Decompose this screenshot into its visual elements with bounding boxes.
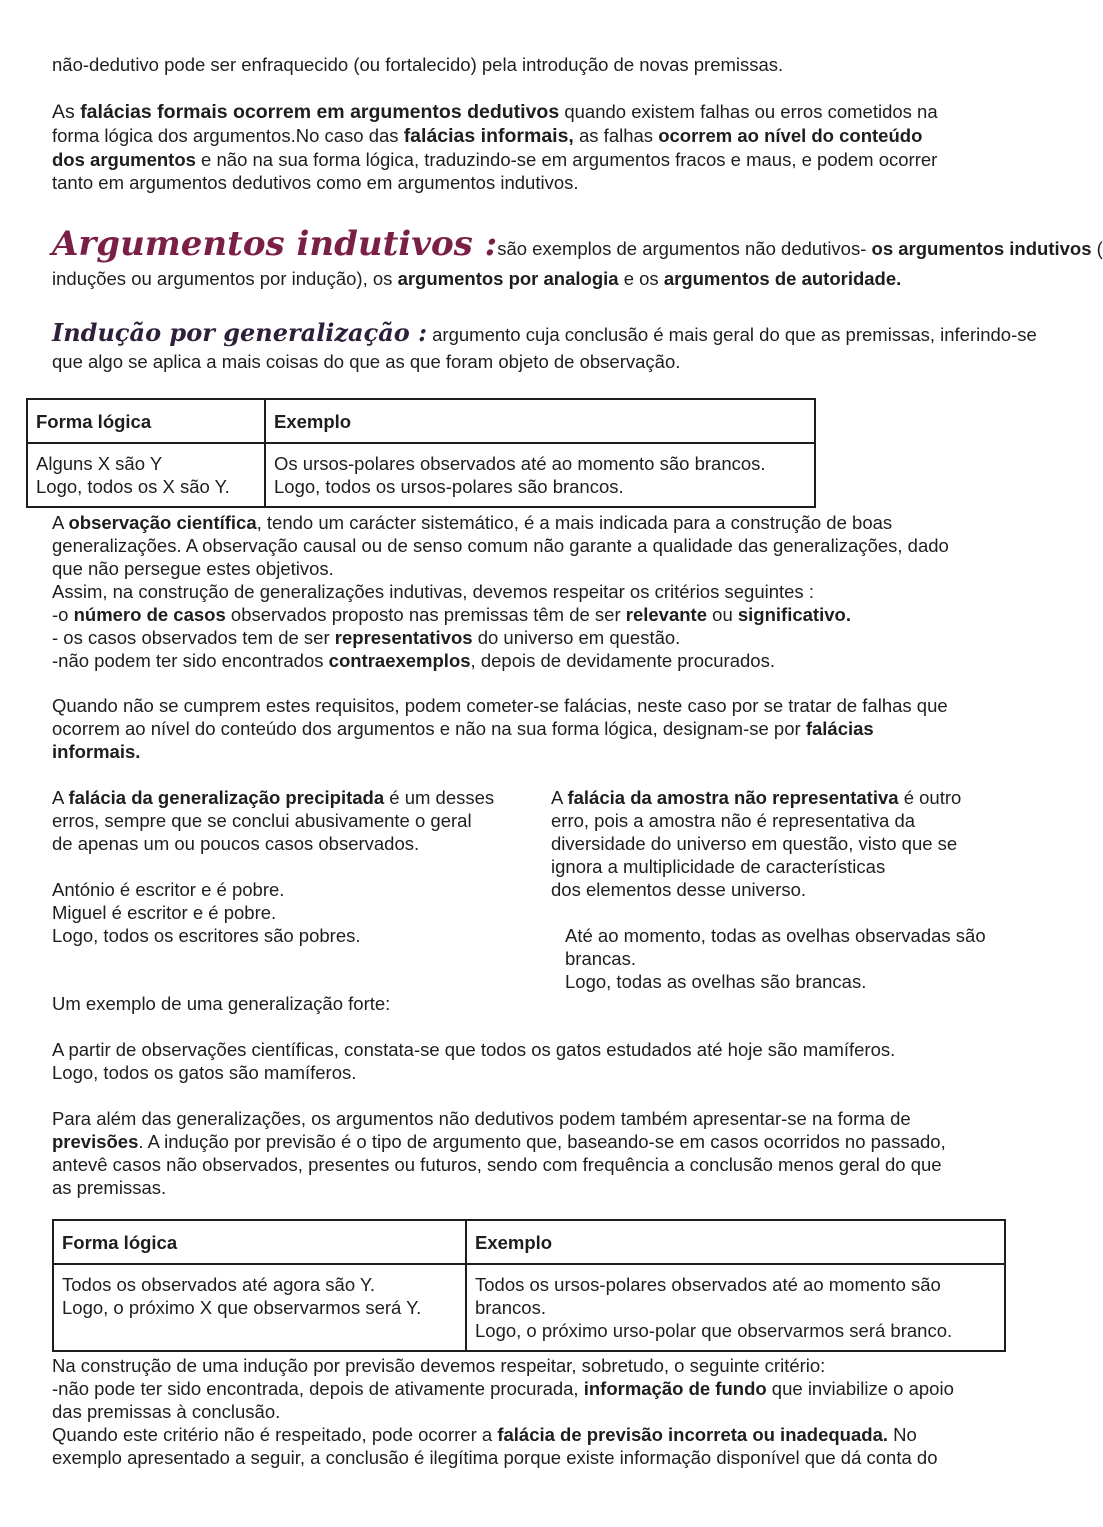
text-line: A falácia da generalização precipitada é um desses bbox=[52, 787, 495, 808]
text-line: erro, pois a amostra não é representativa da bbox=[551, 810, 916, 831]
text-line: Um exemplo de uma generalização forte: bbox=[52, 993, 391, 1014]
text-line: que algo se aplica a mais coisas do que as que foram objeto de observação. bbox=[52, 351, 681, 372]
text-line: Logo, todos os escritores são pobres. bbox=[52, 925, 361, 946]
paragraph-requirements bbox=[52, 694, 948, 763]
text-line: forma lógica dos argumentos.No caso das falácias informais, as falhas ocorrem ao nível do conteúdo bbox=[52, 125, 923, 147]
text-line: brancas. bbox=[565, 948, 636, 969]
text-line: Para além das generalizações, os argumentos não dedutivos podem também apresentar-se na forma de bbox=[52, 1108, 911, 1129]
text-line: erros, sempre que se conclui abusivamente o geral bbox=[52, 810, 472, 831]
table-cell: Todos os observados até agora são Y. Logo, o próximo X que observarmos será Y. bbox=[53, 1264, 466, 1351]
text-line: ocorrem ao nível do conteúdo dos argumentos e não na sua forma lógica, designam-se por falácias bbox=[52, 718, 874, 739]
column-hasty-generalization bbox=[52, 786, 494, 947]
table-header-cell: Forma lógica bbox=[27, 399, 265, 443]
text-line: Logo, todos os gatos são mamíferos. bbox=[52, 1062, 357, 1083]
text-line: A partir de observações científicas, constata-se que todos os gatos estudados até hoje são mamíferos. bbox=[52, 1039, 896, 1060]
table-row bbox=[27, 443, 815, 507]
text-line: Logo, todas as ovelhas são brancas. bbox=[565, 971, 867, 992]
text-line: -não podem ter sido encontrados contraexemplos, depois de devidamente procurados. bbox=[52, 650, 775, 671]
table-header-cell: Forma lógica bbox=[53, 1220, 466, 1264]
table-header-cell: Exemplo bbox=[466, 1220, 1005, 1264]
text-line: de apenas um ou poucos casos observados. bbox=[52, 833, 420, 854]
text-line: - os casos observados tem de ser representativos do universo em questão. bbox=[52, 627, 681, 648]
text-line: Assim, na construção de generalizações indutivas, devemos respeitar os critérios seguintes : bbox=[52, 581, 814, 602]
text-line: exemplo apresentado a seguir, a conclusão é ilegítima porque existe informação disponível que dá conta do bbox=[52, 1447, 938, 1468]
text-line: informais. bbox=[52, 741, 141, 762]
text-line: generalizações. A observação causal ou de senso comum não garante a qualidade das generalizações, dado bbox=[52, 535, 949, 556]
table-generalization bbox=[26, 398, 816, 508]
text-line: não-dedutivo pode ser enfraquecido (ou fortalecido) pela introdução de novas premissas. bbox=[52, 54, 784, 75]
text-line: das premissas à conclusão. bbox=[52, 1401, 281, 1422]
text-line: dos argumentos e não na sua forma lógica, traduzindo-se em argumentos fracos e maus, e podem ocorrer bbox=[52, 149, 938, 170]
text-line: previsões. A indução por previsão é o tipo de argumento que, baseando-se em casos ocorridos no passado, bbox=[52, 1131, 946, 1152]
text-line: A observação científica, tendo um carácter sistemático, é a mais indicada para a construção de boas bbox=[52, 512, 893, 533]
text-line: As falácias formais ocorrem em argumentos dedutivos quando existem falhas ou erros cometidos na bbox=[52, 101, 938, 123]
paragraph-intro-end bbox=[52, 53, 783, 76]
text-line: Na construção de uma indução por previsão devemos respeitar, sobretudo, o seguinte critério: bbox=[52, 1355, 826, 1376]
text-line: antevê casos não observados, presentes ou futuros, sendo com frequência a conclusão menos geral do que bbox=[52, 1154, 942, 1175]
paragraph-fallacies bbox=[52, 100, 938, 194]
paragraph-prediction-criterion bbox=[52, 1354, 954, 1469]
text-line: Argumentos indutivos :são exemplos de argumentos não dedutivos- os argumentos indutivos ( bbox=[52, 224, 1103, 264]
text-line: as premissas. bbox=[52, 1177, 167, 1198]
table-cell: Todos os ursos-polares observados até ao momento são brancos. Logo, o próximo urso-polar que observarmos será branco. bbox=[466, 1264, 1005, 1351]
paragraph-strong-generalization bbox=[52, 992, 895, 1084]
table-row bbox=[53, 1264, 1005, 1351]
table-header-cell: Exemplo bbox=[265, 399, 815, 443]
column-unrepresentative-sample bbox=[551, 786, 986, 993]
table-cell: Alguns X são Y Logo, todos os X são Y. bbox=[27, 443, 265, 507]
text-line: diversidade do universo em questão, visto que se bbox=[551, 833, 958, 854]
text-line: Até ao momento, todas as ovelhas observadas são bbox=[565, 925, 986, 946]
text-line: tanto em argumentos dedutivos como em argumentos indutivos. bbox=[52, 172, 579, 193]
paragraph-observation bbox=[52, 511, 949, 672]
text-line: Miguel é escritor e é pobre. bbox=[52, 902, 277, 923]
text-line: induções ou argumentos por indução), os argumentos por analogia e os argumentos de autoridade. bbox=[52, 268, 902, 289]
text-line: ignora a multiplicidade de características bbox=[551, 856, 886, 877]
text-line: -o número de casos observados proposto nas premissas têm de ser relevante ou significativo. bbox=[52, 604, 851, 625]
text-line: -não pode ter sido encontrada, depois de ativamente procurada, informação de fundo que inviabilize o apoio bbox=[52, 1378, 954, 1399]
section-inductive-arguments bbox=[52, 224, 1103, 290]
text-line: Quando não se cumprem estes requisitos, podem cometer-se falácias, neste caso por se tratar de falhas que bbox=[52, 695, 948, 716]
table-cell: Os ursos-polares observados até ao momento são brancos. Logo, todos os ursos-polares são brancos. bbox=[265, 443, 815, 507]
text-line: A falácia da amostra não representativa é outro bbox=[551, 787, 962, 808]
text-line: dos elementos desse universo. bbox=[551, 879, 807, 900]
table-prediction bbox=[52, 1219, 1006, 1352]
text-line: que não persegue estes objetivos. bbox=[52, 558, 334, 579]
section-heading: Indução por generalização : bbox=[52, 318, 427, 347]
section-heading: Argumentos indutivos : bbox=[52, 224, 498, 264]
text-line: António é escritor e é pobre. bbox=[52, 879, 285, 900]
table-header-row bbox=[53, 1220, 1005, 1264]
text-line: Indução por generalização : argumento cuja conclusão é mais geral do que as premissas, inferindo-se bbox=[52, 318, 1037, 347]
text-line: Quando este critério não é respeitado, pode ocorrer a falácia de previsão incorreta ou inadequada. No bbox=[52, 1424, 917, 1445]
table-header-row bbox=[27, 399, 815, 443]
section-generalization bbox=[52, 319, 1037, 373]
paragraph-predictions bbox=[52, 1107, 946, 1199]
